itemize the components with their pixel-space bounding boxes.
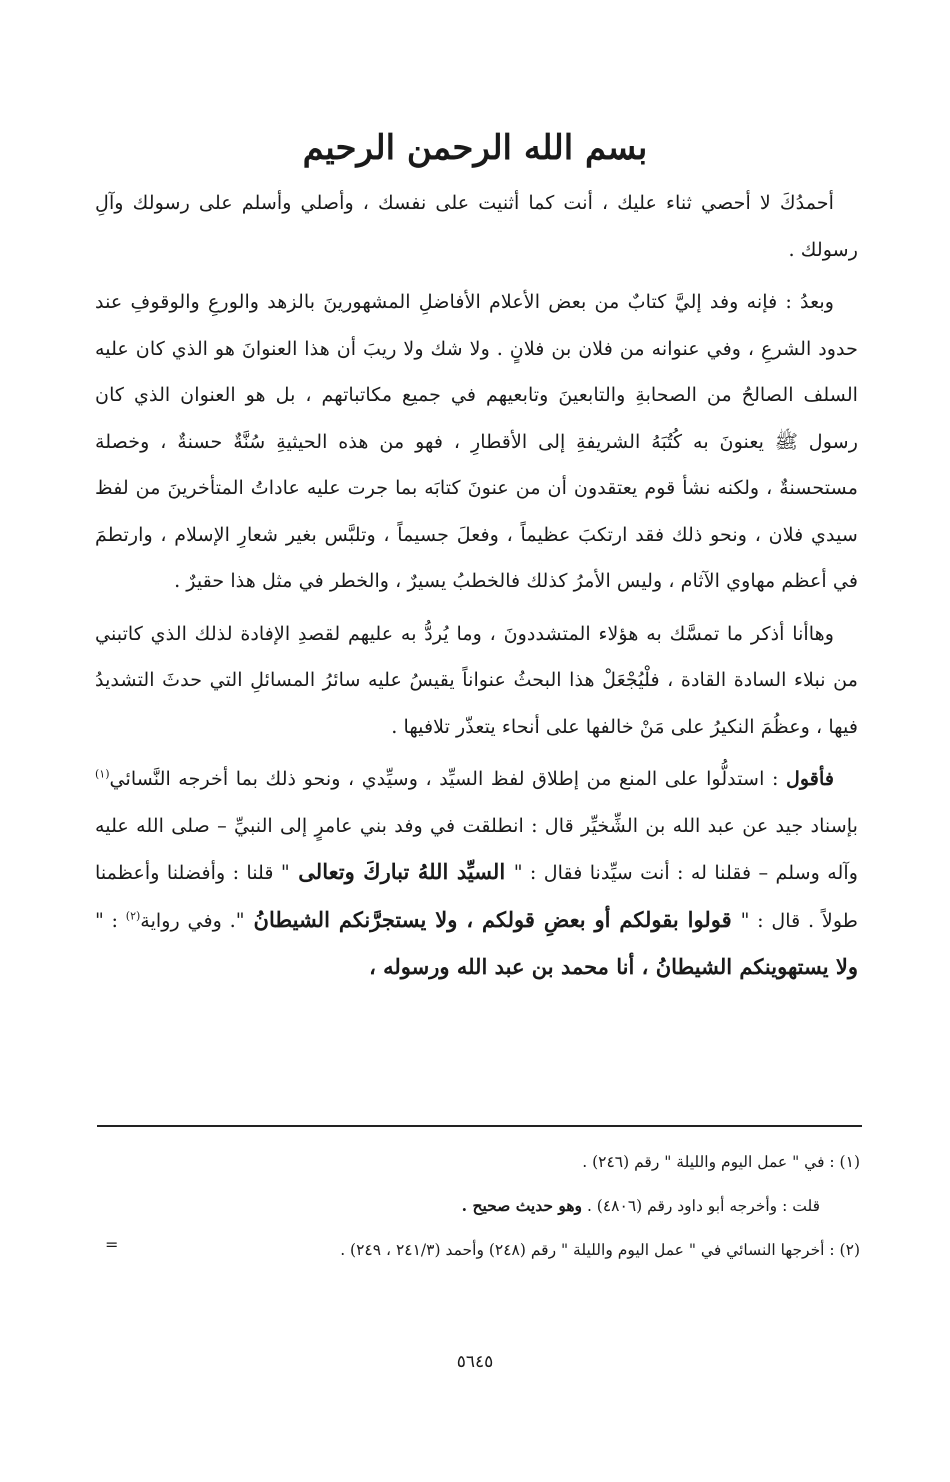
- argument-text-a: : استدلُّوا على المنع من إطلاق لفظ السيِّد ، وسيِّدي ، ونحو ذلك بما أخرجه النَّسائي: [109, 767, 786, 790]
- paragraph-letter: وبعدُ : فإنه وفد إليَّ كتابٌ من بعض الأعلام الأفاضلِ المشهورينَ بالزهد والورعِ والوقوفِ عند حدود الشرعِ ، وفي عنوانه من فلان بن فلانٍ . ولا شك ولا ريبَ أن هذا العنوانَ هو الذي كان عليه السلف الصالحُ من الصحابةِ والتابعينَ وتابعيهم في جميع مكاتباتهم ، بل هو العنوان الذي كان رسول ﷺ يعنونَ به كُتُبَهُ الشريفةِ إلى الأقطارِ ، فهو من هذه الحيثيةِ سُنَّةٌ حسنةٌ ، وخصلة مستحسنةٌ ، ولكنه نشأ قوم يعتقدون أن من عنونَ كتابَه بما جرت عليه عاداتُ المتأخرينَ من لفظ سيدي فلان ، ونحو ذلك فقد ارتكبَ عظيماً ، وفعلَ جسيماً ، وتلبَّس بغير شعارِ الإسلام ، وارتطمَ في أعظم مهاوي الآثام ، وليس الأمرُ كذلك فالخطبُ يسيرٌ ، والخطر في مثل هذا حقيرٌ .: [95, 290, 858, 592]
- footnote-ref-1: (١): [95, 767, 110, 781]
- footnotes: [95, 1140, 860, 1272]
- hadith-quote-1: السيِّد اللهُ تباركَ وتعالى: [289, 859, 514, 884]
- footnote-divider: [97, 1125, 862, 1127]
- basmala-heading: بسم الله الرحمن الرحيم: [302, 128, 648, 168]
- continuation-marker: =: [105, 1235, 119, 1254]
- argument-text-d: ". وفي رواية: [140, 908, 245, 932]
- footnote-1: (١) : في " عمل اليوم والليلة " رقم (٢٤٦) .: [582, 1153, 860, 1171]
- page-number: ٥٦٤٥: [456, 1352, 494, 1372]
- argument-text-c: " قلنا : وأفضلنا وأعظمنا طولاً . قال : ": [95, 861, 859, 932]
- hadith-quote-2: قولوا بقولكم أو بعضِ قولكم ، ولا يستجرَّنكم الشيطانُ: [244, 906, 741, 932]
- footnote-1-grading: وهو حديث صحيح .: [461, 1196, 583, 1215]
- paragraph-purpose: وهاأنا أذكر ما تمسَّك به هؤلاء المتشددونَ ، وما يُردُّ به عليهم لقصدِ الإفادة لذلك الذي كاتبني من نبلاء السادة القادة ، فلْيُجْعَلْ هذا البحثُ عنواناً يقيسُ عليه سائرُ المسائلِ التي حدثَ التشديدُ فيها ، وعظُمَ النكيرُ على مَنْ خالفها على أنحاء يتعذّر تلافيها .: [95, 621, 858, 738]
- paragraph-intro: أحمدُكَ لا أحصي ثناء عليك ، أنت كما أثنيت على نفسك ، وأصلي وأسلم على رسولك وآلِ رسولك .: [95, 191, 858, 261]
- main-text: [95, 180, 858, 998]
- lead-word: فأقول: [785, 767, 834, 790]
- footnote-2: (٢) : أخرجها النسائي في " عمل اليوم والليلة " رقم (٢٤٨) وأحمد (٢٤١/٣ ، ٢٤٩) .: [340, 1241, 860, 1259]
- footnote-1-comment: [95, 1184, 860, 1228]
- footnote-ref-2: (٢): [125, 909, 141, 923]
- argument-text-e: : ": [95, 908, 126, 932]
- hadith-quote-3: ولا يستهوينكم الشيطانُ ، أنا محمد بن عبد الله ورسوله ،: [369, 954, 858, 979]
- footnote-1-comment-text: قلت : وأخرجه أبو داود رقم (٤٨٠٦) .: [582, 1197, 820, 1215]
- argument-text-b: بإسناد جيد عن عبد الله بن الشِّخيِّر قال : انطلقت في وفد بني عامرٍ إلى النبيِّ – صلى الله عليه وآله وسلم – فقلنا له : أنت سيِّدنا فقال : ": [95, 813, 858, 884]
- paragraph-argument: [95, 756, 858, 992]
